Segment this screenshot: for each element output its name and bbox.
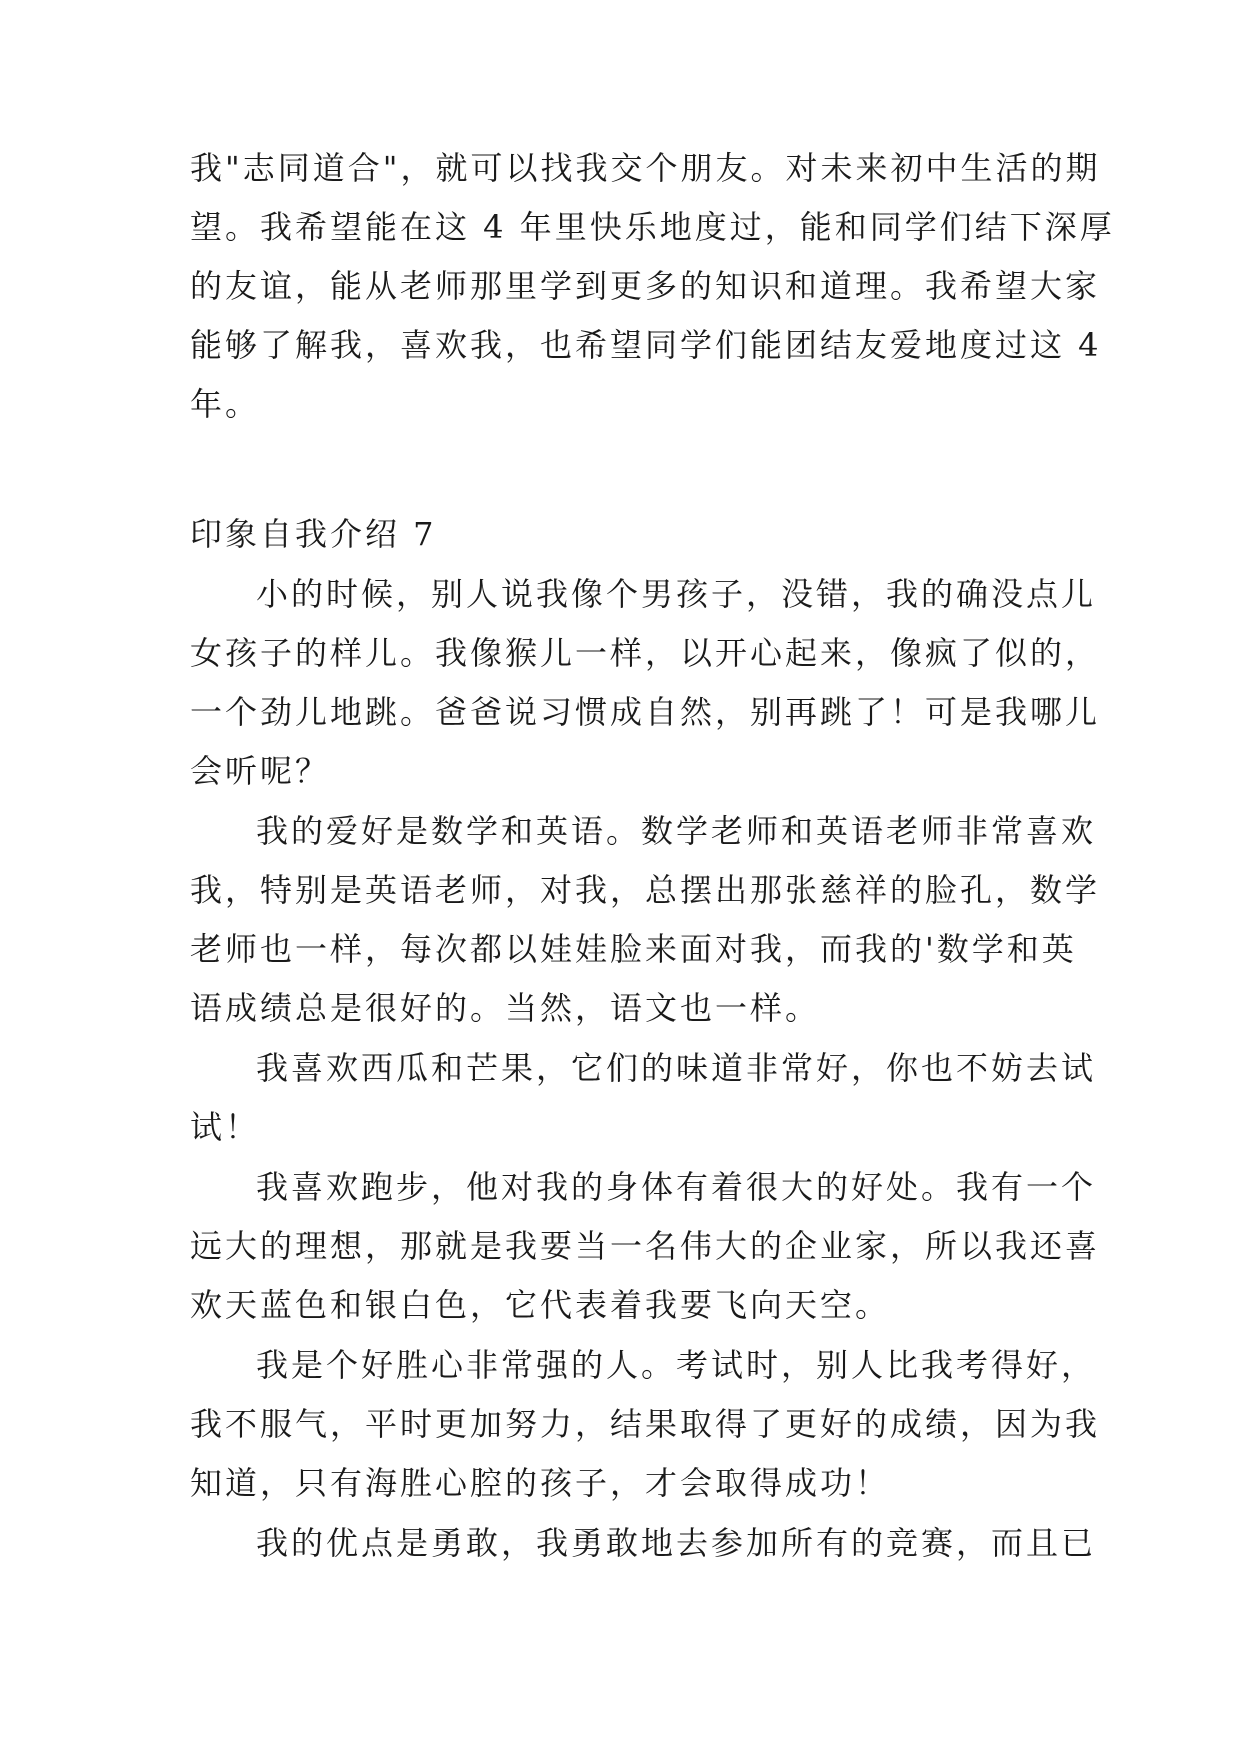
paragraph-line: 女孩子的样儿。我像猴儿一样，以开心起来，像疯了似的， <box>190 634 1101 672</box>
paragraph-line: 小的时候，别人说我像个男孩子，没错，我的确没点儿 <box>256 575 1097 613</box>
paragraph-line: 知道，只有海胜心腔的孩子，才会取得成功！ <box>190 1464 891 1502</box>
intro-line: 能够了解我，喜欢我，也希望同学们能团结友爱地度过这 4 <box>190 326 1102 364</box>
paragraph-line: 远大的理想，那就是我要当一名伟大的企业家，所以我还喜 <box>190 1227 1101 1265</box>
paragraph-line: 试！ <box>190 1108 261 1146</box>
paragraph-line: 老师也一样，每次都以娃娃脸来面对我，而我的'数学和英 <box>190 930 1077 968</box>
paragraph-line: 我的爱好是数学和英语。数学老师和英语老师非常喜欢 <box>256 812 1097 850</box>
intro-line: 望。我希望能在这 4 年里快乐地度过，能和同学们结下深厚 <box>190 208 1115 246</box>
paragraph-line: 会听呢？ <box>190 752 331 790</box>
paragraph-line: 一个劲儿地跳。爸爸说习惯成自然，别再跳了！可是我哪儿 <box>190 693 1101 731</box>
paragraph-line: 我不服气，平时更加努力，结果取得了更好的成绩，因为我 <box>190 1405 1101 1443</box>
intro-line: 我"志同道合"，就可以找我交个朋友。对未来初中生活的期 <box>190 149 1101 187</box>
paragraph-line: 我喜欢跑步，他对我的身体有着很大的好处。我有一个 <box>256 1168 1097 1206</box>
paragraph-line: 我是个好胜心非常强的人。考试时，别人比我考得好， <box>256 1346 1097 1384</box>
paragraph-line: 我，特别是英语老师，对我，总摆出那张慈祥的脸孔，数学 <box>190 871 1101 909</box>
intro-line: 年。 <box>190 385 261 423</box>
intro-line: 的友谊，能从老师那里学到更多的知识和道理。我希望大家 <box>190 267 1101 305</box>
paragraph-line: 我的优点是勇敢，我勇敢地去参加所有的竞赛，而且已 <box>256 1524 1097 1562</box>
paragraph-line: 欢天蓝色和银白色，它代表着我要飞向天空。 <box>190 1286 891 1324</box>
paragraph-line: 我喜欢西瓜和芒果，它们的味道非常好，你也不妨去试 <box>256 1049 1097 1087</box>
paragraph-line: 语成绩总是很好的。当然，语文也一样。 <box>190 989 821 1027</box>
section-title: 印象自我介绍 7 <box>190 515 437 553</box>
